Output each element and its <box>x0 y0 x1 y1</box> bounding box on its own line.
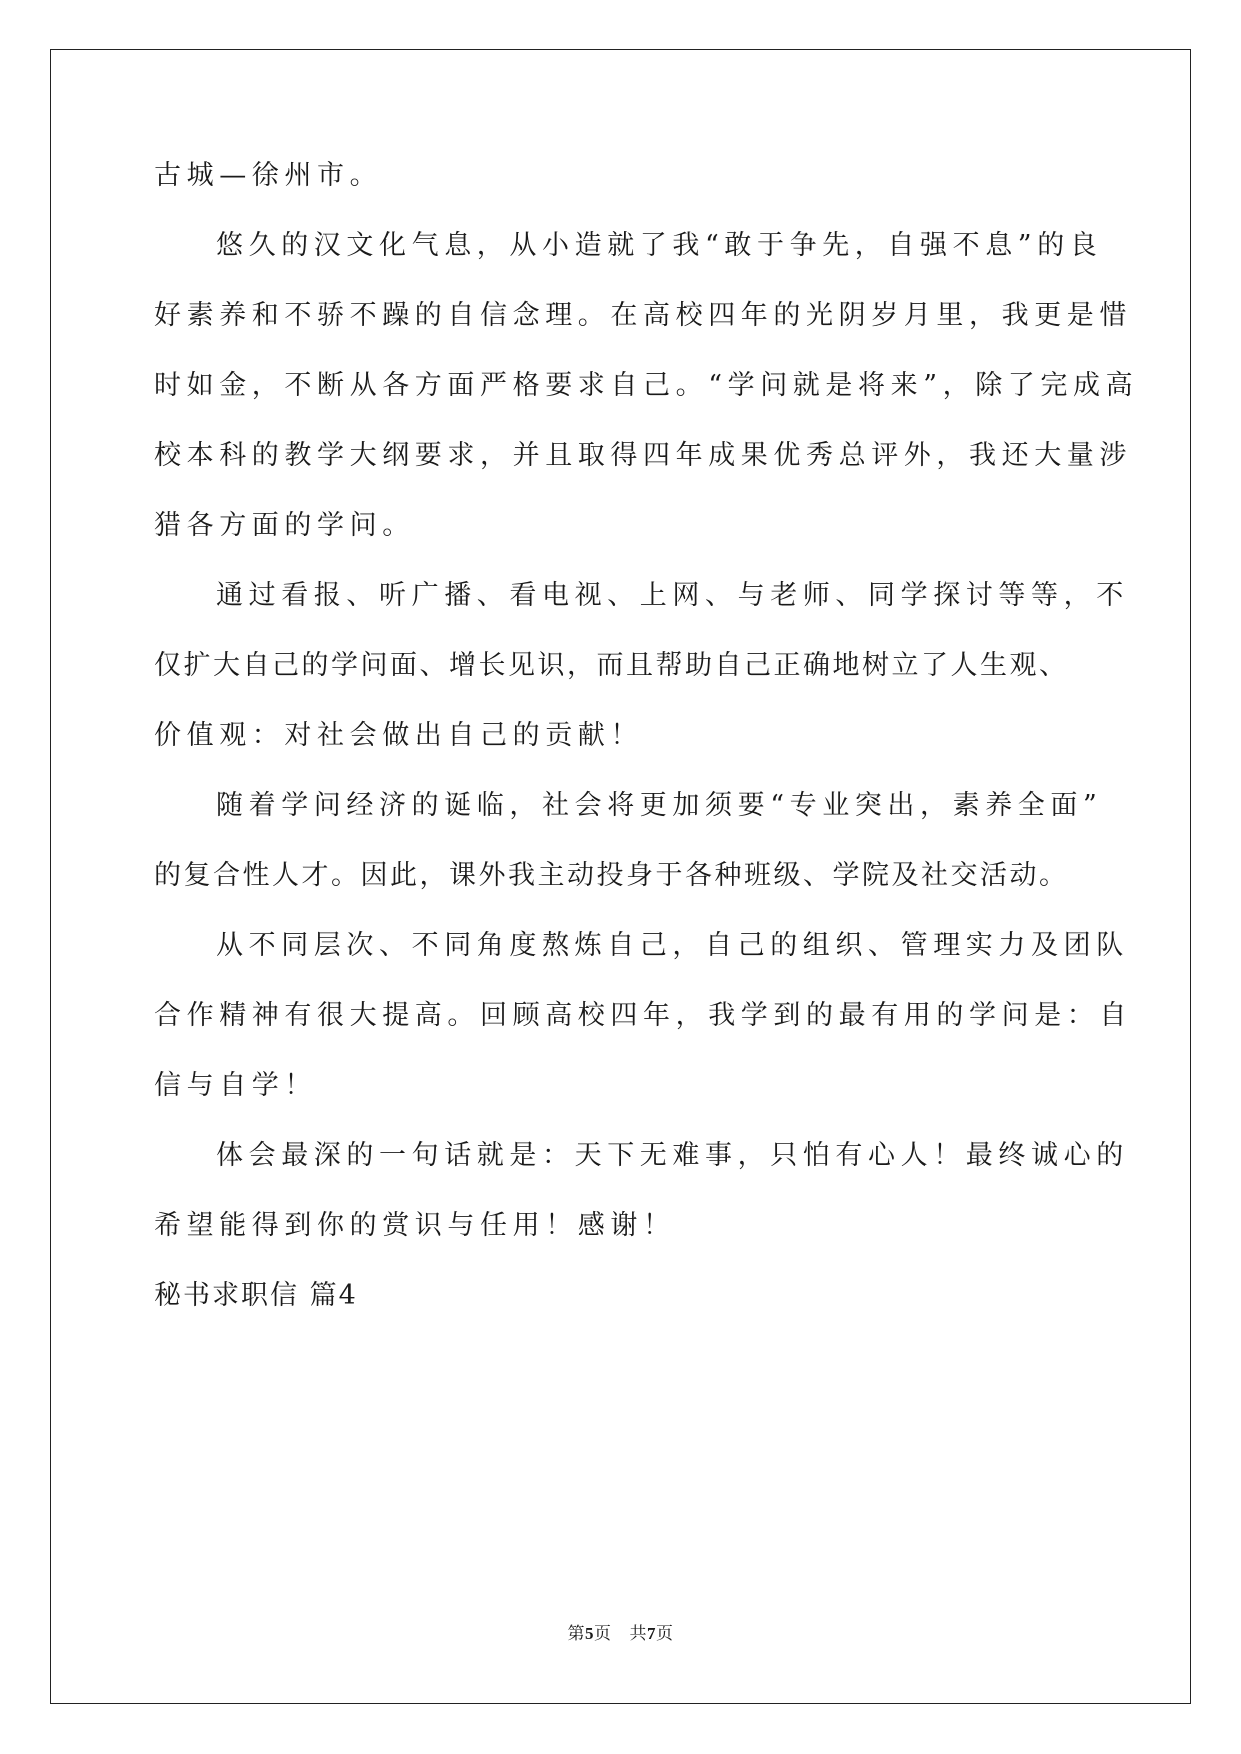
paragraph-line: 从不同层次、不同角度熬炼自己，自己的组织、管理实力及团队 <box>216 930 1129 961</box>
page-footer <box>0 1622 1241 1646</box>
paragraph-line: 价值观：对社会做出自己的贡献！ <box>154 720 643 751</box>
paragraph-line: 希望能得到你的赏识与任用！感谢！ <box>154 1210 676 1241</box>
page-prefix: 第 <box>567 1624 585 1644</box>
paragraph-line: 信与自学！ <box>154 1070 317 1101</box>
section-heading: 秘书求职信 篇4 <box>154 1280 358 1311</box>
total-prefix: 共 <box>629 1624 647 1644</box>
paragraph-line: 好素养和不骄不躁的自信念理。在高校四年的光阴岁月里，我更是惜 <box>154 300 1132 331</box>
paragraph-line: 通过看报、听广播、看电视、上网、与老师、同学探讨等等，不 <box>216 580 1129 611</box>
paragraph-line: 古城—徐州市。 <box>154 160 383 191</box>
total-suffix: 页 <box>656 1624 674 1644</box>
paragraph-line: 随着学问经济的诞临，社会将更加须要“专业突出，素养全面” <box>216 790 1103 821</box>
paragraph-line: 合作精神有很大提高。回顾高校四年，我学到的最有用的学问是：自 <box>154 1000 1132 1031</box>
paragraph-line: 校本科的教学大纲要求，并且取得四年成果优秀总评外，我还大量涉 <box>154 440 1132 471</box>
page-suffix: 页 <box>594 1624 612 1644</box>
paragraph-line: 时如金，不断从各方面严格要求自己。“学问就是将来”，除了完成高 <box>154 370 1139 401</box>
page-total: 7 <box>647 1624 656 1643</box>
page-current: 5 <box>585 1624 594 1643</box>
paragraph-line: 仅扩大自己的学问面、增长见识，而且帮助自己正确地树立了人生观、 <box>154 650 1069 681</box>
paragraph-line: 悠久的汉文化气息，从小造就了我“敢于争先，自强不息”的良 <box>216 230 1103 261</box>
paragraph-line: 体会最深的一句话就是：天下无难事，只怕有心人！最终诚心的 <box>216 1140 1129 1171</box>
paragraph-line: 猎各方面的学问。 <box>154 510 415 541</box>
paragraph-line: 的复合性人才。因此，课外我主动投身于各种班级、学院及社交活动。 <box>154 860 1069 891</box>
